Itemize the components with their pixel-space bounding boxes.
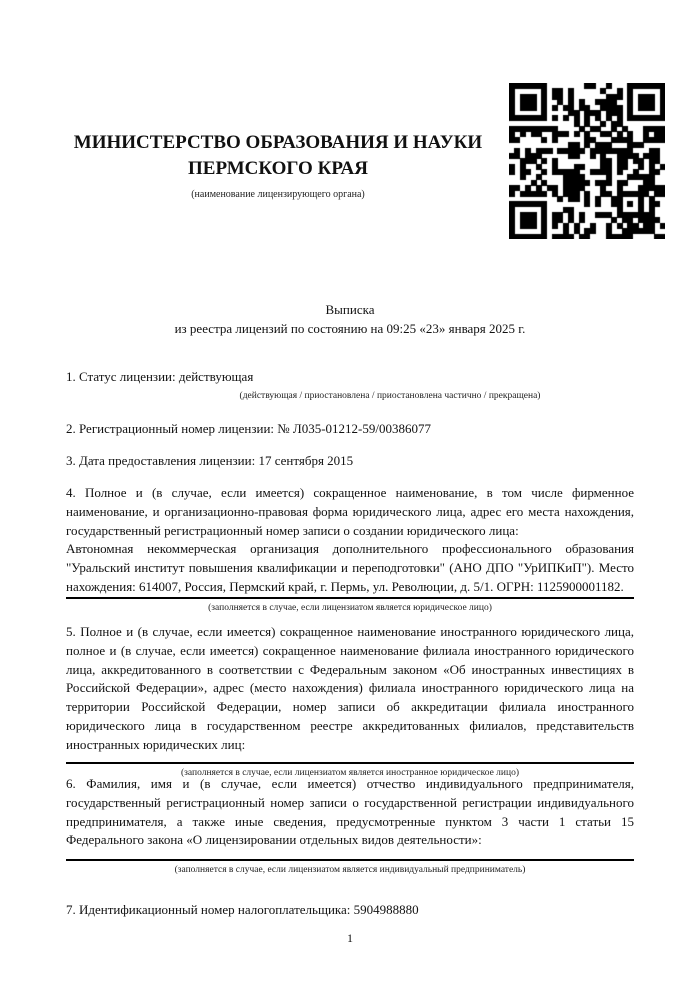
title-line2: из реестра лицензий по состоянию на 09:25 «23» января 2025 г. bbox=[174, 321, 526, 336]
entrepreneur-label: 6. Фамилия, имя и (в случае, если имеется) отчество индивидуального предпринимателя, государственный регистрационный номер записи о государственной регистрации индивидуального предпринимателя, а также иные сведения, предусмотренные пунктом 3 части 1 статьи 15 Федерального закона «О лицензировании отдельных видов деятельности»: bbox=[66, 776, 634, 848]
item-5-foreign-entity bbox=[66, 623, 634, 779]
item-3-license-date bbox=[66, 452, 634, 471]
org-name-caption: (наименование лицензирующего органа) bbox=[191, 189, 365, 200]
page-number: 1 bbox=[347, 931, 353, 945]
item-2-registration-number bbox=[66, 420, 634, 439]
foreign-entity-label: 5. Полное и (в случае, если имеется) сокращенное наименование иностранного юридического лица, полное и (в случае, если имеется) сокращенное наименование филиала иностранного юридического лица, аккредитованного в соответствии с Федеральным законом «Об иностранных инвестициях в Российской Федерации», адрес (место нахождения) филиала иностранного юридического лица на территории Российской Федерации, номер записи об аккредитации филиала иностранного юридического лица в государственном реестре аккредитованных филиалов, представительств иностранных юридических лиц: bbox=[66, 624, 634, 752]
org-name-line1: МИНИСТЕРСТВО ОБРАЗОВАНИЯ И НАУКИ bbox=[73, 132, 483, 153]
license-date-text: 3. Дата предоставления лицензии: 17 сентября 2015 bbox=[66, 453, 354, 468]
legal-entity-caption: (заполняется в случае, если лицензиатом является юридическое лицо) bbox=[208, 602, 492, 613]
item-7-taxpayer-number bbox=[66, 901, 634, 920]
item-6-individual-entrepreneur bbox=[66, 775, 634, 876]
licensing-authority-header bbox=[66, 130, 490, 201]
entrepreneur-caption: (заполняется в случае, если лицензиатом является индивидуальный предприниматель) bbox=[174, 865, 526, 876]
license-status-text: 1. Статус лицензии: действующая bbox=[66, 369, 254, 384]
item-4-legal-entity bbox=[66, 484, 634, 614]
fill-line-entrepreneur bbox=[66, 859, 634, 861]
license-status-caption: (действующая / приостановлена / приостановлена частично / прекращена) bbox=[239, 390, 541, 401]
item-1-license-status bbox=[66, 368, 634, 402]
qr-code-image bbox=[509, 83, 665, 239]
legal-entity-label: 4. Полное и (в случае, если имеется) сокращенное наименование, в том числе фирменное наименование, и организационно-правовая форма юридического лица, адрес его места нахождения, государственный регистрационный номер записи о создании юридического лица: bbox=[66, 485, 634, 538]
taxpayer-number-text: 7. Идентификационный номер налогоплательщика: 5904988880 bbox=[66, 902, 419, 917]
foreign-entity-caption: (заполняется в случае, если лицензиатом является иностранное юридическое лицо) bbox=[181, 767, 519, 778]
fill-line-foreign-entity bbox=[66, 762, 634, 764]
title-line1: Выписка bbox=[325, 302, 375, 317]
registration-number-text: 2. Регистрационный номер лицензии: № Л035-01212-59/00386077 bbox=[66, 421, 432, 436]
fill-line-legal-entity bbox=[66, 597, 634, 599]
org-name-line2: ПЕРМСКОГО КРАЯ bbox=[188, 158, 368, 179]
legal-entity-value: Автономная некоммерческая организация дополнительного профессионального образования "Уральский институт повышения квалификации и переподготовки" (АНО ДПО "УрИПКиП"). Место нахождения: 614007, Россия, Пермский край, г. Пермь, ул. Революции, д. 5/1. ОГРН: 1125900001182. bbox=[66, 541, 634, 594]
document-title bbox=[66, 300, 634, 338]
